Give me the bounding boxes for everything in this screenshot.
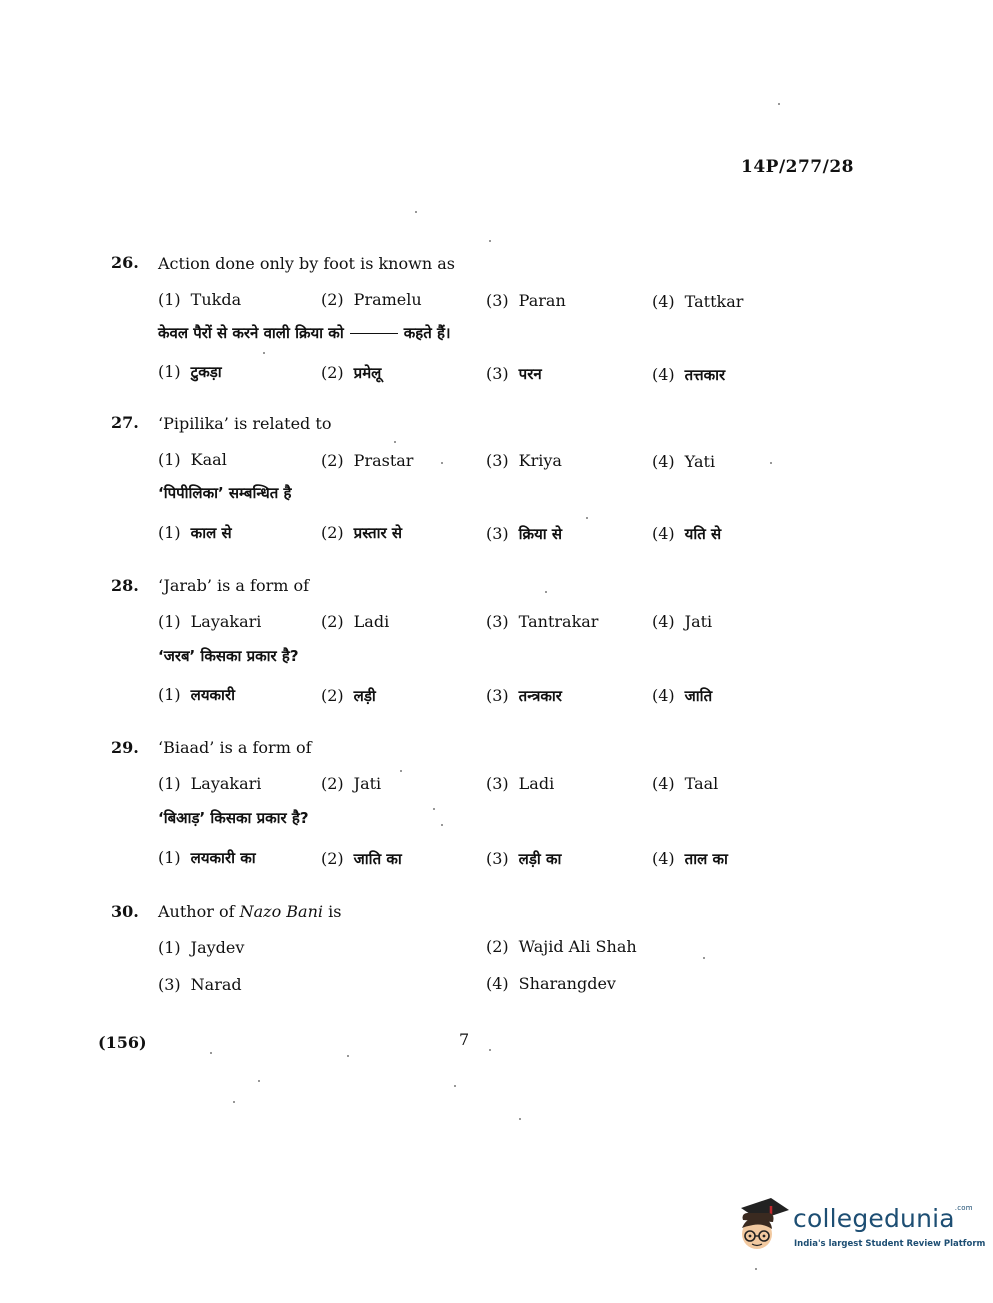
question-text-hi: ‘बिआड़’ किसका प्रकार है? xyxy=(158,809,309,827)
option-hi-4: (4) तत्तकार xyxy=(652,365,726,384)
option-hi-2: (2) प्रमेलू xyxy=(321,363,382,382)
option-en-1: (1) Tukda xyxy=(158,290,242,309)
option-hi-3: (3) लड़ी का xyxy=(486,849,562,868)
student-mascot-icon xyxy=(733,1196,791,1258)
option-en-1: (1) Layakari xyxy=(158,612,262,631)
page-number: 7 xyxy=(459,1030,470,1049)
option-hi-4: (4) ताल का xyxy=(652,849,728,868)
answer-blank xyxy=(350,333,398,334)
question-text-en: ‘Biaad’ is a form of xyxy=(158,738,312,757)
option-hi-4: (4) जाति xyxy=(652,686,713,705)
option-hi-3: (3) परन xyxy=(486,364,542,383)
option-en-3: (3) Tantrakar xyxy=(486,612,599,631)
question-text-en: Action done only by foot is known as xyxy=(158,254,455,273)
option-hi-4: (4) यति से xyxy=(652,524,722,543)
option-en-3: (3) Ladi xyxy=(486,774,555,793)
brand-tagline: India's largest Student Review Platform xyxy=(794,1239,986,1249)
brand-name: collegedunia$^{.com}$ xyxy=(793,1204,973,1233)
question-number: 30. xyxy=(111,902,139,921)
option-en-4: (4) Jati xyxy=(652,612,713,631)
option-hi-3: (3) क्रिया से xyxy=(486,524,563,543)
question-number: 26. xyxy=(111,253,139,272)
option-en-3: (3) Kriya xyxy=(486,451,562,470)
question-text-en: ‘Pipilika’ is related to xyxy=(158,414,332,433)
option-hi-3: (3) तन्त्रकार xyxy=(486,686,562,705)
option-en-2: (2) Pramelu xyxy=(321,290,422,309)
option-en-2: (2) Wajid Ali Shah xyxy=(486,937,637,956)
option-en-1: (1) Jaydev xyxy=(158,938,245,957)
option-en-4: (4) Sharangdev xyxy=(486,974,616,993)
option-en-3: (3) Narad xyxy=(158,975,242,994)
option-hi-2: (2) प्रस्तार से xyxy=(321,523,402,542)
option-hi-2: (2) लड़ी xyxy=(321,686,376,705)
question-text-hi: ‘जरब’ किसका प्रकार है? xyxy=(158,647,299,665)
question-number: 28. xyxy=(111,576,139,595)
option-en-1: (1) Kaal xyxy=(158,450,227,469)
option-hi-1: (1) काल से xyxy=(158,523,232,542)
option-en-2: (2) Prastar xyxy=(321,451,414,470)
brand-watermark xyxy=(733,1196,986,1260)
question-text-en: Author of Nazo Bani is xyxy=(158,902,342,921)
option-en-2: (2) Jati xyxy=(321,774,382,793)
paper-code: 14P/277/28 xyxy=(741,157,855,177)
option-en-1: (1) Layakari xyxy=(158,774,262,793)
option-hi-1: (1) टुकड़ा xyxy=(158,362,222,381)
question-number: 29. xyxy=(111,738,139,757)
option-hi-1: (1) लयकारी xyxy=(158,685,235,704)
option-en-3: (3) Paran xyxy=(486,291,566,310)
question-number: 27. xyxy=(111,413,139,432)
question-text-hi: ‘पिपीलिका’ सम्बन्धित है xyxy=(158,484,292,502)
booklet-code: (156) xyxy=(98,1033,147,1052)
option-hi-2: (2) जाति का xyxy=(321,849,402,868)
option-en-4: (4) Yati xyxy=(652,452,716,471)
option-en-2: (2) Ladi xyxy=(321,612,390,631)
option-en-4: (4) Taal xyxy=(652,774,719,793)
option-en-4: (4) Tattkar xyxy=(652,292,744,311)
question-text-en: ‘Jarab’ is a form of xyxy=(158,576,310,595)
question-text-hi: केवल पैरों से करने वाली क्रिया को कहते हैं। xyxy=(158,324,451,342)
option-hi-1: (1) लयकारी का xyxy=(158,848,256,867)
